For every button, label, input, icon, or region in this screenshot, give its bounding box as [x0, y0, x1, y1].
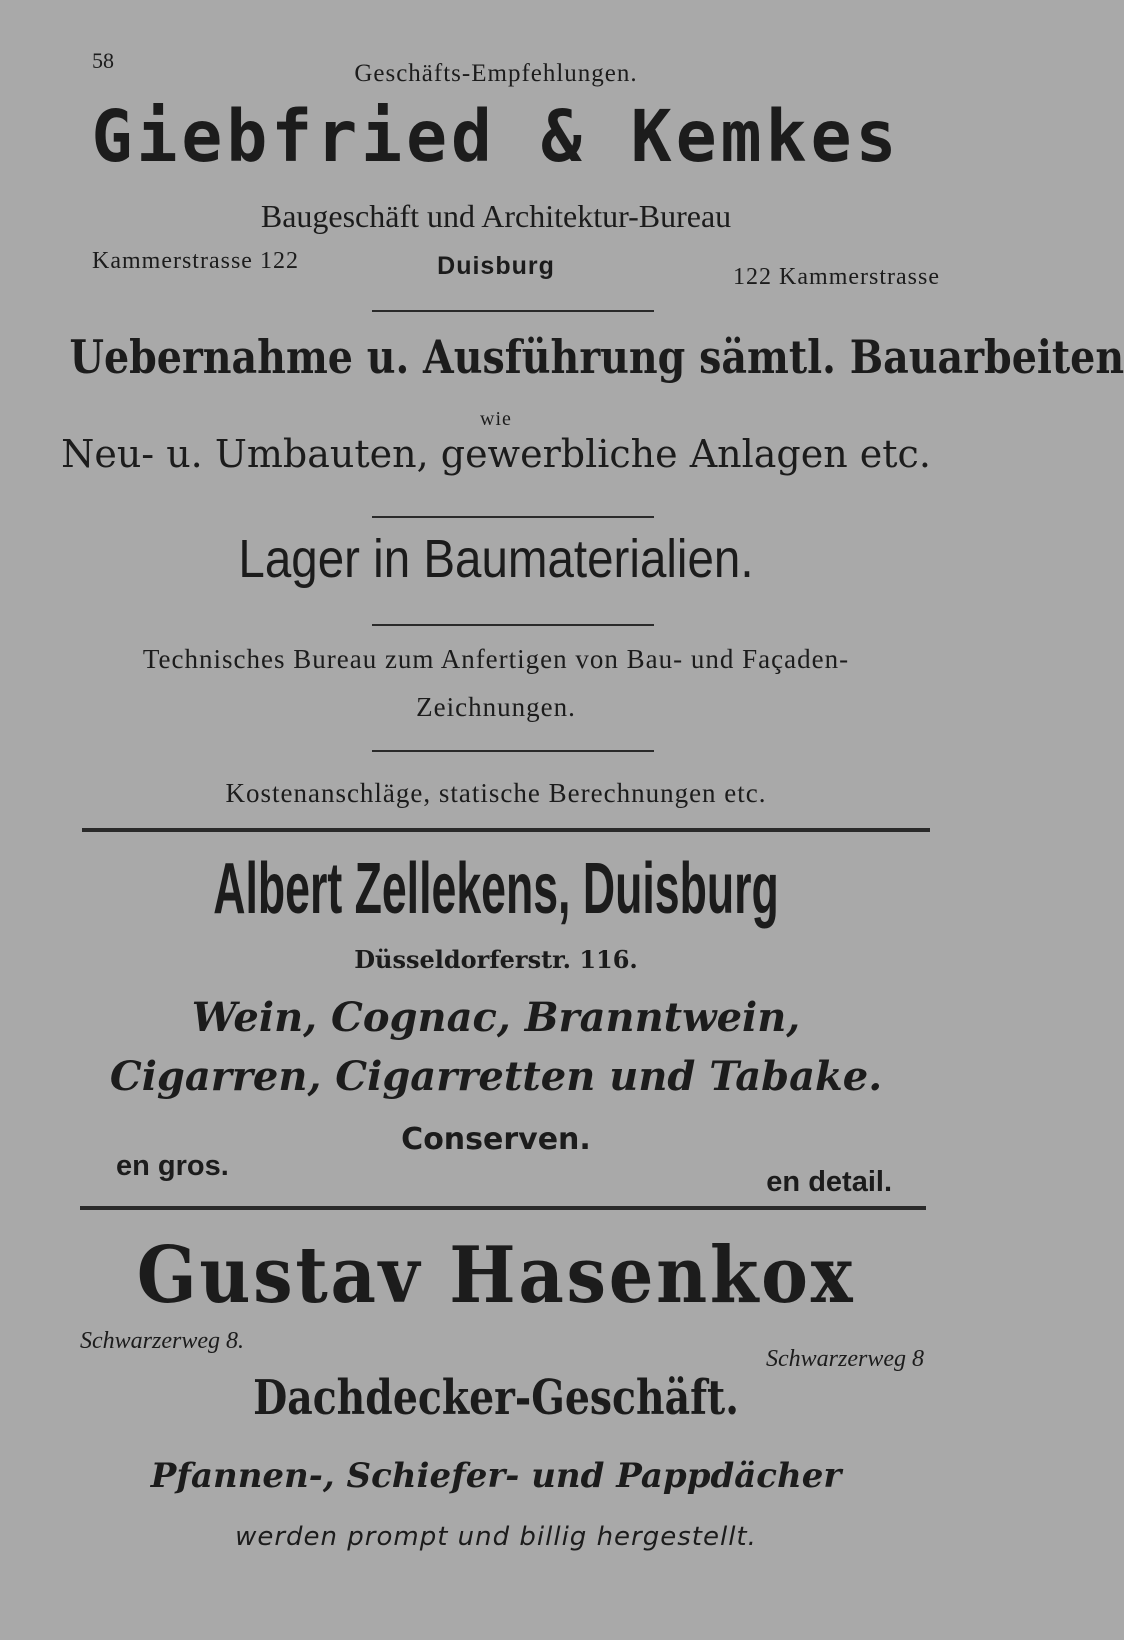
ad1-divider-3 — [372, 624, 654, 626]
ad1-technical-line-2: Zeichnungen. — [416, 692, 576, 722]
ad2-conserven: Conserven. — [401, 1122, 591, 1157]
ad1-wie: wie — [480, 408, 512, 430]
ad1-divider-4 — [372, 750, 654, 752]
ad2-wares-line-1: Wein, Cognac, Branntwein, — [191, 994, 801, 1041]
ad1-estimates-line: Kostenanschläge, statische Berechnungen etc. — [225, 778, 767, 808]
ad1-divider-1 — [372, 310, 654, 312]
ad1-address-right: 122 Kammerstrasse — [733, 264, 940, 290]
ad1-works-line: Neu- u. Umbauten, gewerbliche Anlagen etc. — [61, 432, 931, 476]
section-rule-1 — [82, 828, 930, 832]
ad2-en-detail: en detail. — [766, 1166, 892, 1198]
ad2-firm-name: Albert Zellekens, Duisburg — [213, 849, 779, 929]
running-head: Geschäfts-Empfehlungen. — [354, 60, 638, 87]
ad3-roofs-line: Pfannen-, Schiefer- und Pappdächer — [150, 1456, 842, 1496]
ad1-firm-name: Giebfried & Kemkes — [91, 96, 901, 179]
section-rule-2 — [80, 1206, 926, 1210]
page-number: 58 — [92, 48, 114, 73]
ad3-trade: Dachdecker-Geschäft. — [253, 1370, 739, 1426]
ad2-address: Düsseldorferstr. 116. — [354, 945, 638, 974]
ad3-address-right: Schwarzerweg 8 — [766, 1346, 924, 1372]
ad1-stock-line: Lager in Baumaterialien. — [238, 529, 754, 589]
ad1-address-left: Kammerstrasse 122 — [92, 248, 299, 274]
ad3-firm-name: Gustav Hasenkox — [136, 1230, 856, 1321]
ad1-city: Duisburg — [437, 252, 555, 280]
ad3-prompt-line: werden prompt und billig hergestellt. — [235, 1522, 757, 1552]
ad3-address-left: Schwarzerweg 8. — [80, 1328, 244, 1354]
ad1-subtitle: Baugeschäft und Architektur-Bureau — [260, 198, 732, 234]
ad2-wares-line-2: Cigarren, Cigarretten und Tabake. — [109, 1053, 883, 1100]
ad1-service-line: Uebernahme u. Ausführung sämtl. Bauarbeiten — [69, 330, 1124, 384]
ad2-en-gros: en gros. — [116, 1150, 229, 1182]
ad1-divider-2 — [372, 516, 654, 518]
ad1-technical-line-1: Technisches Bureau zum Anfertigen von Bau- und Façaden- — [142, 644, 850, 674]
